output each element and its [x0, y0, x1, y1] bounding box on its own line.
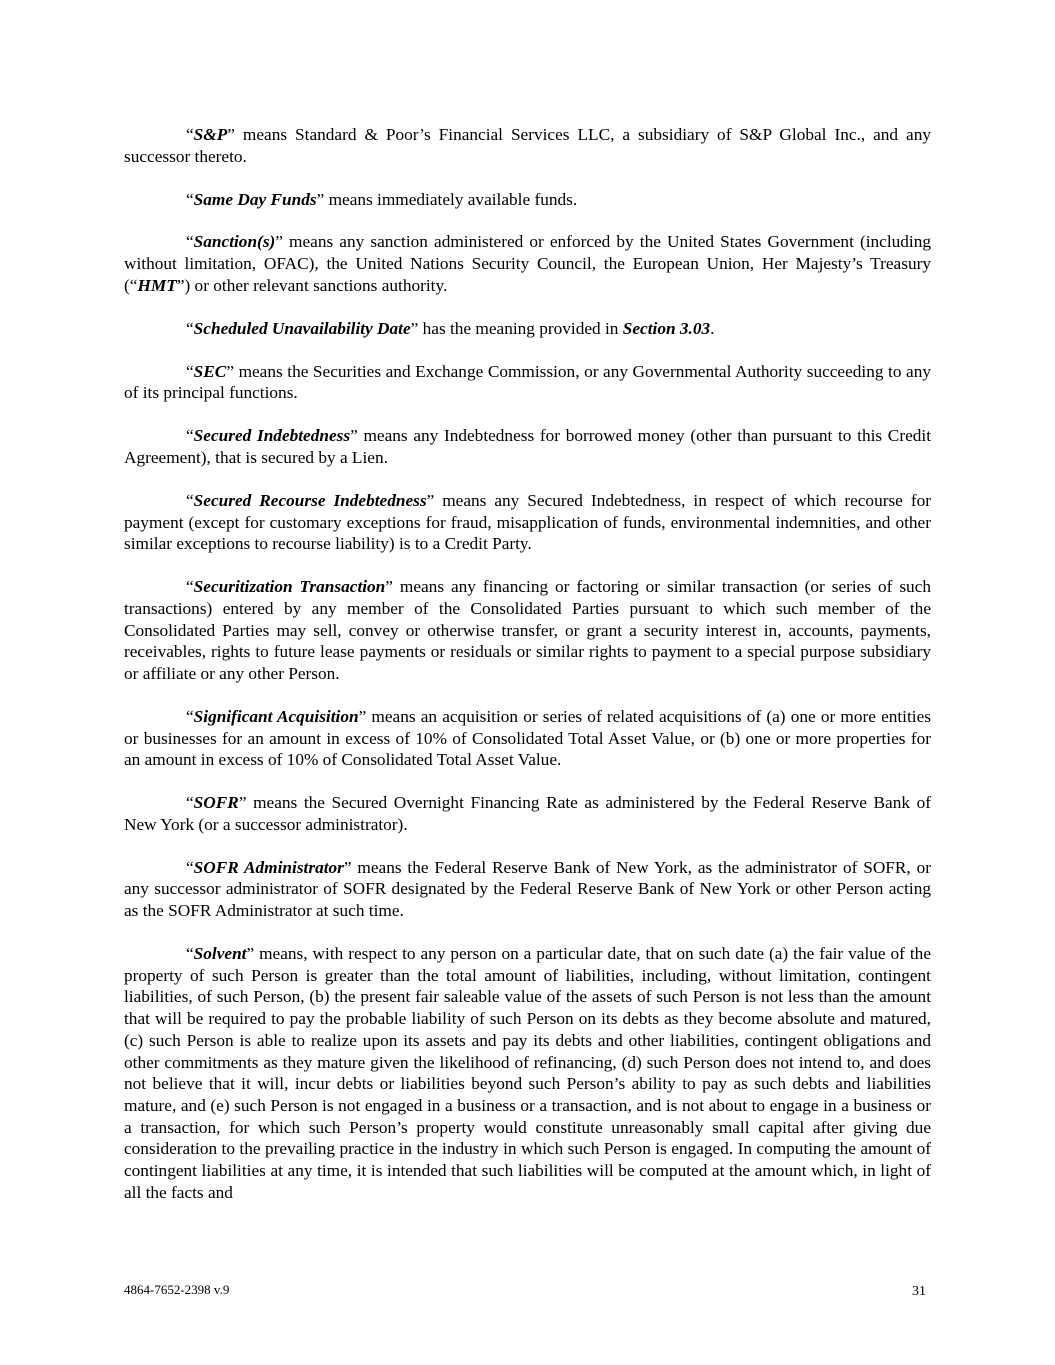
text-segment: ”) or other relevant sanctions authority.	[176, 275, 448, 295]
document-id: 4864-7652-2398 v.9	[124, 1282, 230, 1297]
text-segment: ” means an acquisition or series of related acquisitions of (a) one or more entities or businesses for an amount in excess of 10% of Consolidated Total Asset Value, or (b) one or more properties for an amount in excess of 10% of Consolidated Total Asset Value.	[124, 706, 931, 770]
text-segment: “	[186, 125, 194, 144]
definition-secured-recourse-indebtedness	[124, 490, 931, 555]
definition-securitization-transaction	[124, 576, 931, 685]
defined-term: Sanction(s)	[193, 232, 276, 252]
definition-scheduled-unavailability-date	[124, 318, 931, 340]
definition-solvent	[124, 943, 931, 1203]
text-segment: ” means Standard & Poor’s Financial Services LLC, a subsidiary of S&P Global Inc., and any successor thereto.	[124, 125, 931, 166]
page-number: 31	[912, 1284, 926, 1299]
text-segment: ” means the Federal Reserve Bank of New York, as the administrator of SOFR, or any successor administrator of SOFR designated by the Federal Reserve Bank of New York or other Person acting as the SOFR Administrator at such time.	[124, 857, 931, 921]
definition-same-day-funds	[124, 189, 931, 211]
definition-sec	[124, 361, 931, 404]
defined-term: Significant Acquisition	[193, 706, 359, 726]
defined-term: Secured Indebtedness	[193, 426, 351, 446]
text-segment: “	[186, 232, 194, 252]
text-segment: ” has the meaning provided in	[410, 318, 623, 338]
definition-sofr-administrator	[124, 857, 931, 922]
defined-term: Securitization Transaction	[193, 577, 386, 597]
text-segment: ” means any financing or factoring or similar transaction (or series of such transactions) entered by any member of the Consolidated Parties pursuant to which such member of the Consolidated Parties may sell, convey or otherwise transfer, or grant a security interest in, accounts, payments, receivables, rights to future lease payments or residuals or similar rights to payment to a special purpose subsidiary or affiliate or any other Person.	[124, 577, 932, 683]
definitions-body	[124, 124, 931, 1225]
definition-secured-indebtedness	[124, 425, 931, 468]
defined-term: SEC	[193, 361, 227, 381]
text-segment: ” means any Secured Indebtedness, in respect of which recourse for payment (except for customary exceptions for fraud, misapplication of funds, environmental indemnities, and other similar exceptions to recourse liability) is to a Credit Party.	[124, 490, 931, 554]
text-segment: ” means the Secured Overnight Financing Rate as administered by the Federal Reserve Bank of New York (or a successor administrator).	[124, 793, 931, 834]
defined-term: HMT	[137, 275, 177, 295]
defined-term: Secured Recourse Indebtedness	[193, 490, 427, 510]
section-reference: Section 3.03	[622, 318, 711, 338]
text-segment: “	[186, 793, 194, 813]
text-segment: “	[186, 318, 194, 338]
defined-term: Scheduled Unavailability Date	[193, 318, 411, 338]
text-segment: ” means any sanction administered or enforced by the United States Government (including without limitation, OFAC), the United Nations Security Council, the European Union, Her Majesty’s Treasury (“	[124, 232, 931, 295]
definition-sofr	[124, 792, 931, 835]
defined-term: Solvent	[193, 944, 247, 964]
text-segment: “	[186, 426, 194, 446]
text-segment: “	[186, 857, 194, 877]
text-segment: ” means any Indebtedness for borrowed money (other than pursuant to this Credit Agreement), that is secured by a Lien.	[124, 426, 931, 467]
text-segment: “	[186, 490, 194, 510]
text-segment: ” means the Securities and Exchange Commission, or any Governmental Authority succeeding to any of its principal functions.	[124, 361, 931, 403]
text-segment: “	[186, 706, 194, 726]
defined-term: S&P	[193, 125, 228, 144]
text-segment: ” means, with respect to any person on a particular date, that on such date (a) the fair value of the property of such Person is greater than the total amount of liabilities, including, without limitation, contingent liabilities, of such Person, (b) the present fair saleable value of the assets of such Person is not less than the amount that will be required to pay the probable liability of such Person on its debts as they become absolute and matured, (c) such Person is able to realize upon its assets and pay its debts and other liabilities, contingent obligations and other commitments as they mature given the likelihood of refinancing, (d) such Person does not intend to, and does not believe that it will, incur debts or liabilities beyond such Person’s ability to pay as such debts and liabilities mature, and (e) such Person is not engaged in a business or a transaction, and is not about to engage in a business or a transaction, for which such Person’s property would constitute unreasonably small capital after giving due consideration to the prevailing practice in the industry in which such Person is engaged. In computing the amount of contingent liabilities at any time, it is intended that such liabilities will be computed at the amount which, in light of all the facts and	[124, 944, 931, 1202]
text-segment: .	[710, 318, 715, 338]
text-segment: ” means immediately available funds.	[316, 189, 578, 209]
text-segment: “	[186, 361, 194, 381]
defined-term: Same Day Funds	[193, 189, 317, 209]
text-segment: “	[186, 577, 194, 597]
defined-term: SOFR	[193, 793, 239, 813]
text-segment: “	[186, 189, 194, 209]
definition-significant-acquisition	[124, 706, 931, 771]
defined-term: SOFR Administrator	[193, 857, 344, 877]
definition-sanctions	[124, 231, 931, 296]
definition-s-and-p	[124, 124, 931, 167]
text-segment: “	[186, 944, 194, 964]
